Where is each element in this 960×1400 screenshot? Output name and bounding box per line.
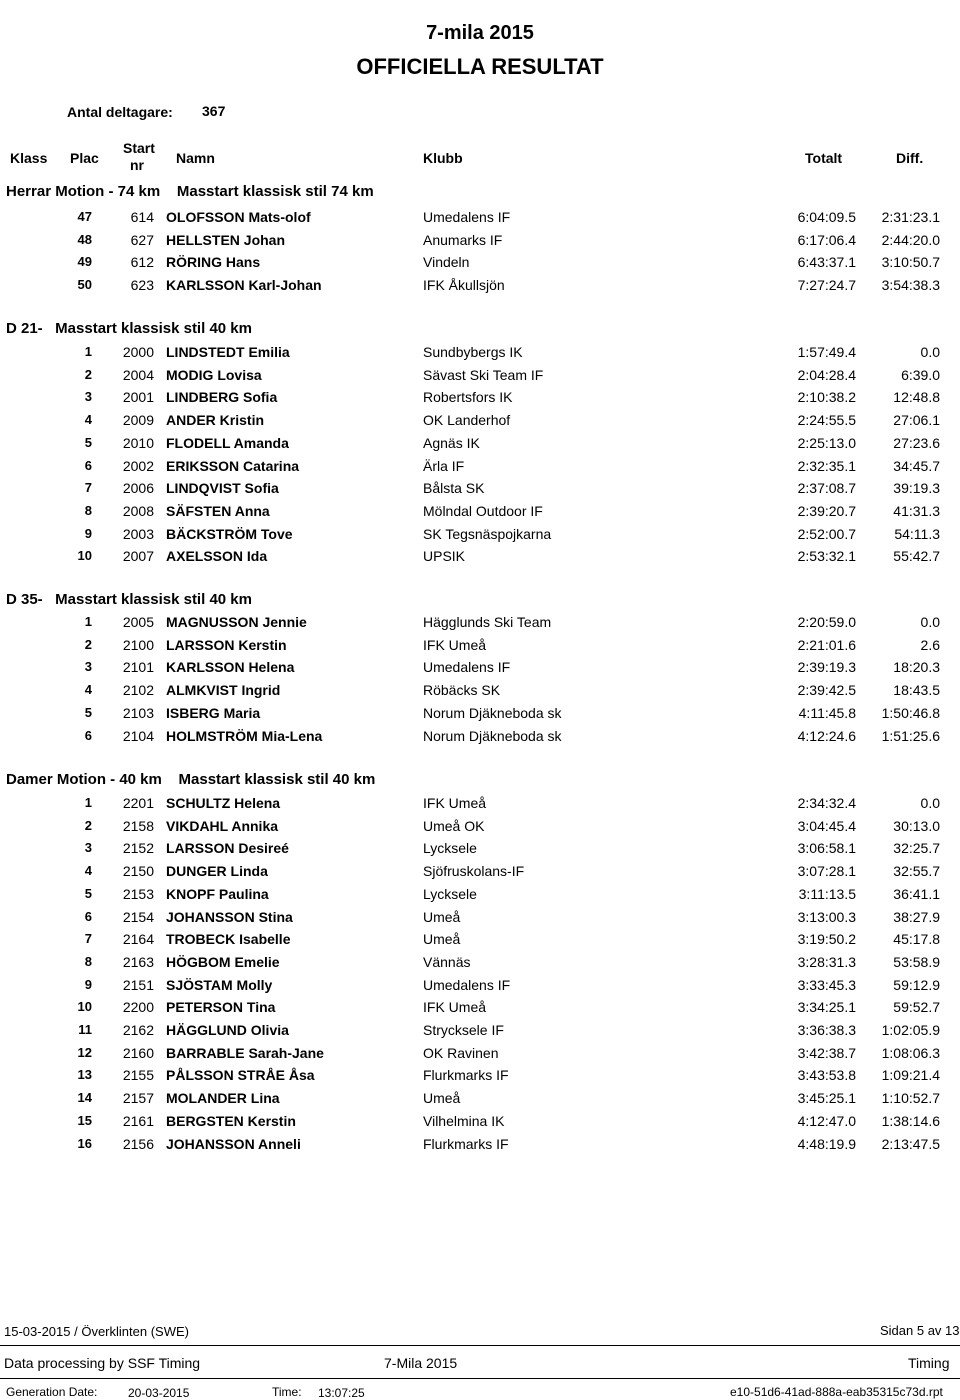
time-difference: 41:31.3 (893, 502, 940, 519)
col-diff: Diff. (896, 150, 924, 166)
result-row (0, 999, 960, 1021)
athlete-name: LINDSTEDT Emilia (166, 344, 290, 360)
time-difference: 3:54:38.3 (881, 277, 940, 294)
result-row (0, 977, 960, 999)
time-difference: 36:41.1 (893, 885, 940, 902)
club-name: Lycksele (423, 840, 477, 857)
total-time: 3:19:50.2 (797, 931, 856, 948)
start-number: 2200 (122, 999, 154, 1016)
athlete-name: JOHANSSON Stina (166, 908, 293, 925)
club-name: IFK Åkullsjön (423, 277, 505, 294)
time-difference: 1:50:46.8 (881, 704, 940, 721)
club-name: Sundbybergs IK (423, 344, 523, 360)
athlete-name: HÄGGLUND Olivia (166, 1022, 289, 1038)
time-difference: 2:31:23.1 (881, 209, 940, 225)
start-number: 2004 (122, 366, 154, 383)
total-time: 2:37:08.7 (797, 480, 856, 497)
athlete-name: ALMKVIST Ingrid (166, 682, 281, 699)
placement: 50 (77, 277, 92, 293)
placement: 6 (84, 457, 92, 473)
club-name: IFK Umeå (423, 636, 487, 653)
placement: 6 (84, 908, 92, 924)
footer-date-place: 15-03-2015 / Överklinten (SWE) (4, 1324, 189, 1339)
club-name: Vännäs (423, 953, 471, 970)
time-difference: 34:45.7 (893, 457, 940, 474)
placement: 1 (84, 614, 92, 629)
total-time: 3:36:38.3 (797, 1022, 856, 1038)
result-row (0, 1136, 960, 1158)
club-name: UPSIK (423, 548, 466, 565)
result-row (0, 1045, 960, 1067)
result-row (0, 863, 960, 885)
club-name: Mölndal Outdoor IF (423, 502, 543, 519)
result-row (0, 931, 960, 953)
result-row (0, 840, 960, 862)
start-number: 2158 (122, 817, 154, 834)
total-time: 2:52:00.7 (797, 525, 856, 542)
time-difference: 27:06.1 (893, 412, 940, 429)
athlete-name: KARLSSON Helena (166, 659, 295, 676)
athlete-name: MODIG Lovisa (166, 366, 262, 383)
time-difference: 45:17.8 (893, 931, 940, 948)
placement: 49 (77, 254, 92, 270)
club-name: Bålsta SK (423, 480, 485, 497)
start-number: 2201 (122, 795, 154, 811)
total-time: 3:06:58.1 (797, 840, 856, 857)
footer-file: e10-51d6-41ad-888a-eab35315c73d.rpt (730, 1385, 943, 1399)
footer-divider-2 (0, 1378, 960, 1379)
club-name: Strycksele IF (423, 1022, 504, 1038)
footer-gen-date: 20-03-2015 (128, 1386, 190, 1400)
total-time: 7:27:24.7 (797, 277, 856, 294)
athlete-name: RÖRING Hans (166, 254, 261, 271)
start-number: 2002 (122, 457, 154, 474)
start-number: 614 (130, 209, 154, 225)
placement: 48 (77, 231, 92, 247)
placement: 5 (84, 434, 92, 450)
result-row (0, 886, 960, 908)
time-difference: 30:13.0 (893, 817, 940, 834)
result-row (0, 548, 960, 570)
club-name: Flurkmarks IF (423, 1135, 509, 1152)
total-time: 3:43:53.8 (797, 1067, 856, 1084)
start-number: 2150 (122, 863, 154, 880)
total-time: 4:12:24.6 (797, 727, 856, 744)
start-number: 2157 (122, 1090, 154, 1107)
result-row (0, 728, 960, 750)
footer-event: 7-Mila 2015 (384, 1355, 458, 1371)
result-row (0, 254, 960, 276)
start-number: 2164 (122, 931, 154, 948)
start-number: 2009 (122, 412, 154, 429)
club-name: Agnäs IK (423, 434, 480, 451)
result-row (0, 637, 960, 659)
placement: 6 (84, 727, 92, 743)
placement: 2 (84, 636, 92, 652)
total-time: 2:10:38.2 (797, 389, 856, 406)
athlete-name: ERIKSSON Catarina (166, 457, 300, 474)
club-name: Umedalens IF (423, 209, 511, 225)
footer-time-value: 13:07:25 (318, 1386, 365, 1400)
result-row (0, 526, 960, 548)
club-name: Anumarks IF (423, 231, 503, 248)
time-difference: 0.0 (920, 344, 940, 360)
result-row (0, 954, 960, 976)
time-difference: 1:02:05.9 (881, 1022, 940, 1038)
result-row (0, 367, 960, 389)
result-row (0, 412, 960, 434)
result-row (0, 795, 960, 817)
time-difference: 12:48.8 (893, 389, 940, 406)
athlete-name: MAGNUSSON Jennie (166, 614, 307, 630)
total-time: 3:11:13.5 (798, 885, 856, 902)
start-number: 2151 (122, 976, 154, 993)
club-name: Röbäcks SK (423, 682, 501, 699)
placement: 3 (84, 840, 92, 856)
result-row (0, 659, 960, 681)
placement: 10 (77, 999, 92, 1015)
total-time: 3:07:28.1 (797, 863, 856, 880)
athlete-name: BÄCKSTRÖM Tove (166, 525, 293, 542)
start-number: 627 (130, 231, 154, 248)
athlete-name: JOHANSSON Anneli (166, 1135, 301, 1152)
time-difference: 1:51:25.6 (881, 727, 940, 744)
time-difference: 59:52.7 (893, 999, 940, 1016)
result-row (0, 818, 960, 840)
time-difference: 27:23.6 (893, 434, 940, 451)
club-name: OK Landerhof (423, 412, 511, 429)
start-number: 2155 (122, 1067, 154, 1084)
total-time: 4:48:19.9 (797, 1135, 856, 1152)
result-row (0, 909, 960, 931)
start-number: 2152 (122, 840, 154, 857)
athlete-name: PETERSON Tina (166, 999, 276, 1016)
time-difference: 1:08:06.3 (881, 1044, 940, 1061)
col-plac: Plac (70, 150, 99, 166)
athlete-name: ISBERG Maria (166, 704, 261, 721)
athlete-name: KNOPF Paulina (166, 885, 269, 902)
club-name: Umedalens IF (423, 659, 511, 676)
club-name: IFK Umeå (423, 999, 487, 1016)
time-difference: 1:10:52.7 (881, 1090, 940, 1107)
total-time: 6:17:06.4 (797, 231, 856, 248)
footer-page: Sidan 5 av 13 (880, 1323, 960, 1338)
placement: 4 (84, 412, 92, 428)
start-number: 2008 (122, 502, 154, 519)
result-row (0, 1090, 960, 1112)
start-number: 2007 (122, 548, 154, 565)
time-difference: 32:55.7 (893, 863, 940, 880)
placement: 1 (84, 795, 92, 810)
start-number: 2103 (122, 704, 154, 721)
start-number: 2010 (122, 434, 154, 451)
participants-value: 367 (202, 103, 226, 119)
result-row (0, 1067, 960, 1089)
start-number: 612 (130, 254, 154, 271)
placement: 2 (84, 366, 92, 382)
club-name: Vindeln (423, 254, 470, 271)
total-time: 2:21:01.6 (797, 636, 856, 653)
club-name: Lycksele (423, 885, 477, 902)
total-time: 3:13:00.3 (797, 908, 856, 925)
athlete-name: LARSSON Desireé (166, 840, 289, 857)
time-difference: 0.0 (920, 614, 940, 630)
athlete-name: BERGSTEN Kerstin (166, 1112, 296, 1129)
result-row (0, 1113, 960, 1135)
result-row (0, 682, 960, 704)
footer-divider (0, 1345, 960, 1346)
club-name: Umeå (423, 931, 461, 948)
start-number: 2160 (122, 1044, 154, 1061)
total-time: 3:42:38.7 (797, 1044, 856, 1061)
start-number: 2005 (122, 614, 154, 630)
time-difference: 53:58.9 (893, 953, 940, 970)
start-number: 2100 (122, 636, 154, 653)
placement: 15 (77, 1112, 92, 1128)
time-difference: 38:27.9 (893, 908, 940, 925)
placement: 14 (77, 1090, 92, 1106)
start-number: 2154 (122, 908, 154, 925)
club-name: Vilhelmina IK (423, 1112, 505, 1129)
section-title: D 21- Masstart klassisk stil 40 km (6, 320, 252, 337)
athlete-name: MOLANDER Lina (166, 1090, 280, 1107)
club-name: Umeå (423, 908, 461, 925)
time-difference: 1:09:21.4 (881, 1067, 940, 1084)
athlete-name: BARRABLE Sarah-Jane (166, 1044, 324, 1061)
start-number: 2161 (122, 1112, 154, 1129)
start-number: 2003 (122, 525, 154, 542)
start-number: 2162 (122, 1022, 154, 1038)
result-row (0, 614, 960, 636)
athlete-name: OLOFSSON Mats-olof (166, 209, 311, 225)
total-time: 6:04:09.5 (797, 209, 856, 225)
report-subtitle: OFFICIELLA RESULTAT (356, 54, 604, 79)
club-name: Ärla IF (423, 457, 465, 474)
result-row (0, 1022, 960, 1044)
placement: 9 (84, 525, 92, 541)
col-klass: Klass (10, 150, 48, 166)
participants-label: Antal deltagare: (67, 104, 173, 120)
placement: 5 (84, 885, 92, 901)
athlete-name: LINDBERG Sofia (166, 389, 278, 406)
start-number: 2163 (122, 953, 154, 970)
athlete-name: SCHULTZ Helena (166, 795, 281, 811)
time-difference: 2:13:47.5 (881, 1135, 940, 1152)
total-time: 2:32:35.1 (797, 457, 856, 474)
result-row (0, 480, 960, 502)
col-start: Start (123, 140, 155, 156)
athlete-name: PÅLSSON STRÅE Åsa (166, 1067, 315, 1084)
time-difference: 59:12.9 (893, 976, 940, 993)
section-title: D 35- Masstart klassisk stil 40 km (6, 591, 252, 608)
time-difference: 54:11.3 (894, 525, 940, 542)
club-name: Norum Djäkneboda sk (423, 727, 562, 744)
time-difference: 2.6 (920, 636, 940, 653)
start-number: 2104 (122, 727, 154, 744)
placement: 8 (84, 953, 92, 969)
total-time: 1:57:49.4 (797, 344, 856, 360)
start-number: 2006 (122, 480, 154, 497)
athlete-name: VIKDAHL Annika (166, 817, 279, 834)
placement: 13 (77, 1067, 92, 1083)
col-klubb: Klubb (423, 150, 463, 166)
result-row (0, 503, 960, 525)
start-number: 623 (130, 277, 154, 294)
placement: 1 (84, 344, 92, 359)
start-number: 2102 (122, 682, 154, 699)
placement: 5 (84, 704, 92, 720)
athlete-name: HOLMSTRÖM Mia-Lena (166, 727, 323, 744)
club-name: Hägglunds Ski Team (423, 614, 552, 630)
total-time: 2:39:42.5 (797, 682, 856, 699)
club-name: Sjöfruskolans-IF (423, 863, 525, 880)
athlete-name: HÖGBOM Emelie (166, 953, 280, 970)
club-name: Umeå (423, 1090, 461, 1107)
placement: 4 (84, 682, 92, 698)
footer-timing: Timing (908, 1355, 950, 1371)
total-time: 2:04:28.4 (797, 366, 856, 383)
col-namn: Namn (176, 150, 215, 166)
total-time: 4:12:47.0 (797, 1112, 856, 1129)
club-name: Sävast Ski Team IF (423, 366, 544, 383)
placement: 2 (84, 817, 92, 833)
result-row (0, 209, 960, 231)
time-difference: 18:43.5 (893, 682, 940, 699)
placement: 10 (77, 548, 92, 564)
start-number: 2001 (122, 389, 154, 406)
club-name: Flurkmarks IF (423, 1067, 509, 1084)
start-number: 2156 (122, 1135, 154, 1152)
placement: 8 (84, 502, 92, 518)
result-row (0, 458, 960, 480)
footer-time-label: Time: (272, 1385, 302, 1399)
result-row (0, 435, 960, 457)
total-time: 2:20:59.0 (797, 614, 856, 630)
total-time: 2:39:20.7 (797, 502, 856, 519)
placement: 3 (84, 659, 92, 675)
athlete-name: LINDQVIST Sofia (166, 480, 279, 497)
club-name: IFK Umeå (423, 795, 487, 811)
placement: 16 (77, 1135, 92, 1151)
col-nr: nr (130, 157, 144, 173)
result-row (0, 389, 960, 411)
start-number: 2101 (122, 659, 154, 676)
time-difference: 3:10:50.7 (881, 254, 940, 271)
placement: 7 (84, 931, 92, 947)
placement: 9 (84, 976, 92, 992)
placement: 7 (84, 480, 92, 496)
footer-gen-label: Generation Date: (6, 1385, 98, 1399)
total-time: 2:24:55.5 (797, 412, 856, 429)
placement: 4 (84, 863, 92, 879)
athlete-name: ANDER Kristin (166, 412, 265, 429)
time-difference: 2:44:20.0 (881, 231, 940, 248)
time-difference: 1:38:14.6 (881, 1112, 940, 1129)
athlete-name: SJÖSTAM Molly (166, 976, 273, 993)
club-name: Umedalens IF (423, 976, 511, 993)
col-totalt: Totalt (805, 150, 843, 166)
time-difference: 39:19.3 (893, 480, 940, 497)
placement: 3 (84, 389, 92, 405)
result-row (0, 232, 960, 254)
footer-data-processing: Data processing by SSF Timing (4, 1355, 201, 1371)
athlete-name: LARSSON Kerstin (166, 636, 287, 653)
time-difference: 55:42.7 (893, 548, 940, 565)
total-time: 6:43:37.1 (797, 254, 856, 271)
club-name: Umeå OK (423, 817, 485, 834)
total-time: 3:04:45.4 (797, 817, 856, 834)
start-number: 2153 (122, 885, 154, 902)
result-row (0, 277, 960, 299)
athlete-name: SÄFSTEN Anna (166, 502, 270, 519)
total-time: 2:53:32.1 (797, 548, 856, 565)
report-title: 7-mila 2015 (426, 22, 534, 44)
total-time: 3:28:31.3 (797, 953, 856, 970)
total-time: 4:11:45.8 (798, 704, 856, 721)
placement: 11 (78, 1022, 92, 1037)
athlete-name: AXELSSON Ida (166, 548, 268, 565)
athlete-name: DUNGER Linda (166, 863, 268, 880)
time-difference: 32:25.7 (893, 840, 940, 857)
club-name: OK Ravinen (423, 1044, 499, 1061)
total-time: 2:25:13.0 (797, 434, 856, 451)
total-time: 3:33:45.3 (797, 976, 856, 993)
club-name: Norum Djäkneboda sk (423, 704, 562, 721)
result-row (0, 705, 960, 727)
total-time: 3:45:25.1 (797, 1090, 856, 1107)
result-row (0, 344, 960, 366)
section-title: Damer Motion - 40 km Masstart klassisk stil 40 km (6, 771, 376, 788)
club-name: Robertsfors IK (423, 389, 513, 406)
section-title: Herrar Motion - 74 km Masstart klassisk stil 74 km (6, 183, 374, 200)
time-difference: 6:39.0 (901, 366, 940, 383)
athlete-name: FLODELL Amanda (166, 434, 289, 451)
placement: 47 (77, 209, 92, 224)
time-difference: 0.0 (920, 795, 940, 811)
total-time: 2:34:32.4 (797, 795, 856, 811)
start-number: 2000 (122, 344, 154, 360)
club-name: SK Tegsnäspojkarna (423, 525, 552, 542)
athlete-name: KARLSSON Karl-Johan (166, 277, 322, 294)
time-difference: 18:20.3 (893, 659, 940, 676)
total-time: 3:34:25.1 (797, 999, 856, 1016)
total-time: 2:39:19.3 (797, 659, 856, 676)
athlete-name: HELLSTEN Johan (166, 231, 286, 248)
placement: 12 (77, 1044, 92, 1060)
athlete-name: TROBECK Isabelle (166, 931, 291, 948)
